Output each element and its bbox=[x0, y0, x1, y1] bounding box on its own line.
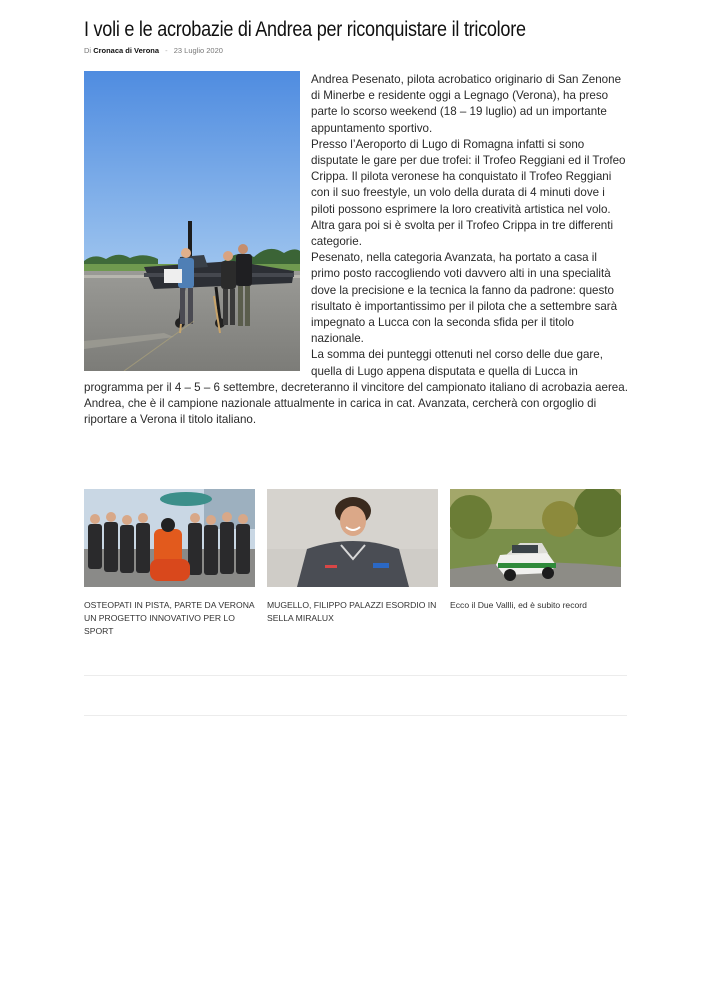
related-caption[interactable]: Ecco il Due Vallli, ed è subito record bbox=[450, 600, 587, 610]
article-paragraph: Andrea, che è il campione nazionale attualmente in carica in cat. Avanzata, cercherà con orgoglio di riportare a Verona il titolo italiano. bbox=[84, 397, 597, 427]
related-article-card[interactable] bbox=[267, 489, 438, 625]
related-caption[interactable]: MUGELLO, FILIPPO PALAZZI ESORDIO IN SELLA MIRALUX bbox=[267, 600, 437, 623]
related-article-card[interactable] bbox=[84, 489, 255, 637]
related-thumb-due-valli[interactable] bbox=[450, 489, 621, 587]
article-meta bbox=[84, 46, 223, 55]
related-article-card[interactable] bbox=[450, 489, 621, 612]
meta-separator: - bbox=[165, 46, 168, 55]
article-paragraph: Altra gara poi si è svolta per il Trofeo Crippa in tre differenti categorie. bbox=[311, 218, 614, 249]
publish-date: 23 Luglio 2020 bbox=[173, 46, 223, 55]
article-paragraph: Pesenato, nella categoria Avanzata, ha portato a casa il primo posto raccogliendo voti davvero alti in una specialità dove la precisione e la tecnica la fanno da padrone: questo risultato è importantissimo per il pilota che a settembre sarà impegnato a Lucca con la seconda sfida per il titolo nazionale. bbox=[311, 251, 618, 346]
section-divider bbox=[84, 715, 627, 716]
byline-prefix: Di bbox=[84, 46, 92, 55]
article-title: I voli e le acrobazie di Andrea per riconquistare il tricolore bbox=[84, 18, 526, 41]
hero-photo-spacer bbox=[84, 72, 300, 372]
related-thumb-mugello[interactable] bbox=[267, 489, 438, 587]
article-paragraph: Presso l’Aeroporto di Lugo di Romagna infatti si sono disputate le gare per due trofei: il Trofeo Reggiani ed il Trofeo Crippa. Il pilota veronese ha conquistato il Trofeo Reggiani con il suo freestyle, un volo della durata di 4 minuti dove i piloti possono esprimere la loro creatività artistica nel volo. bbox=[311, 137, 626, 216]
related-caption[interactable]: OSTEOPATI IN PISTA, PARTE DA VERONA UN PROGETTO INNOVATIVO PER LO SPORT bbox=[84, 600, 255, 636]
article-paragraph: Andrea Pesenato, pilota acrobatico originario di San Zenone di Minerbe e residente oggi a Legnago (Verona), ha preso parte lo scorso weekend (18 – 19 luglio) ad un importante appuntamento sportivo. bbox=[311, 73, 622, 135]
article-body bbox=[84, 72, 629, 428]
author-link[interactable]: Cronaca di Verona bbox=[93, 46, 160, 55]
article-paragraph: La somma dei punteggi ottenuti nel corso delle due gare, quella di Lugo appena disputata e quella di Lucca in programma per il 4 – 5 – 6 settembre, decreteranno il vincitore del campionato italiano di acrobazia aerea. bbox=[84, 348, 628, 394]
section-divider bbox=[84, 675, 627, 676]
related-thumb-osteopati[interactable] bbox=[84, 489, 255, 587]
